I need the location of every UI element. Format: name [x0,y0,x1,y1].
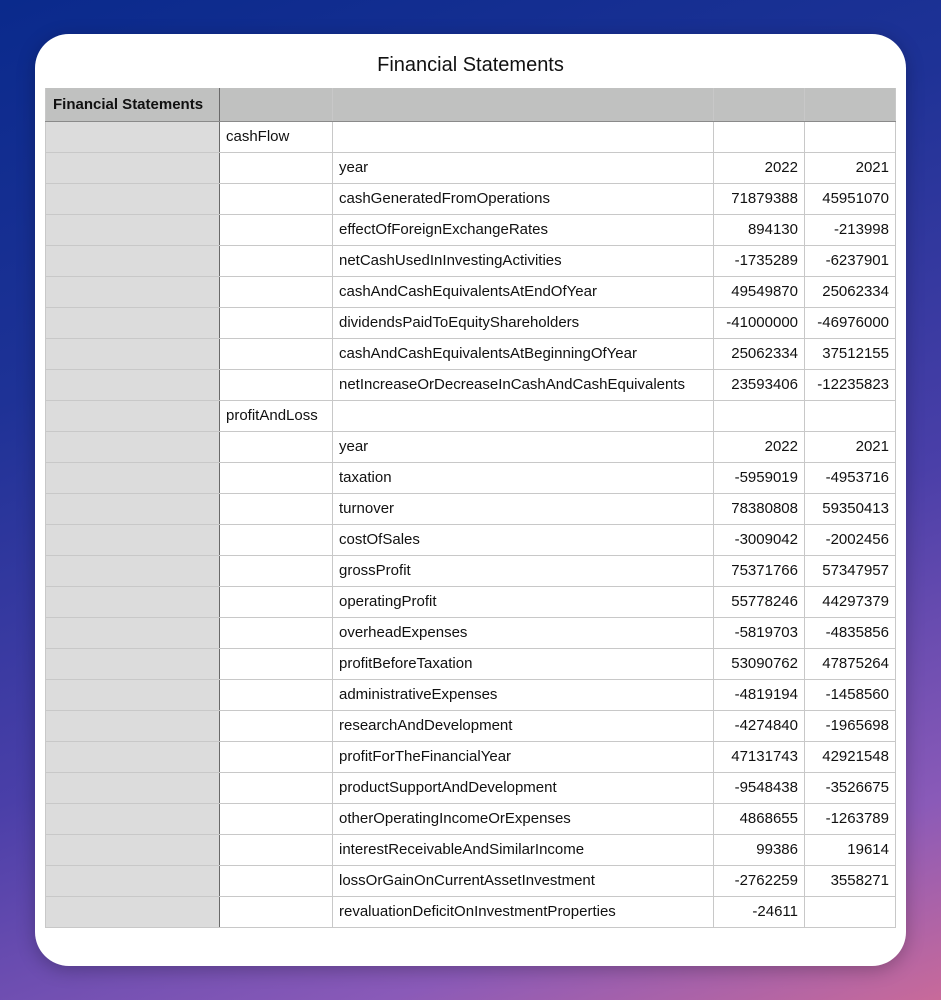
empty-cell[interactable] [220,276,333,307]
row-gutter-cell[interactable] [46,214,220,245]
line-item-label-cell[interactable]: cashAndCashEquivalentsAtBeginningOfYear [333,338,714,369]
line-item-label-cell[interactable]: profitBeforeTaxation [333,648,714,679]
line-item-label-cell[interactable]: costOfSales [333,524,714,555]
section-row-cashFlow [46,121,896,152]
value-2021-cell[interactable]: -1965698 [805,710,896,741]
row-gutter-cell[interactable] [46,555,220,586]
value-2021-cell[interactable]: -4835856 [805,617,896,648]
section-row-profitAndLoss [46,400,896,431]
empty-cell[interactable] [220,679,333,710]
line-item-label-cell[interactable]: revaluationDeficitOnInvestmentProperties [333,896,714,927]
empty-cell[interactable] [220,183,333,214]
line-item-label-cell[interactable]: interestReceivableAndSimilarIncome [333,834,714,865]
row-gutter-cell[interactable] [46,121,220,152]
line-item-label-cell[interactable]: productSupportAndDevelopment [333,772,714,803]
value-2021-cell[interactable]: -1458560 [805,679,896,710]
line-item-label-cell[interactable]: lossOrGainOnCurrentAssetInvestment [333,865,714,896]
line-item-label-cell[interactable]: grossProfit [333,555,714,586]
section-name-cell[interactable]: profitAndLoss [220,400,333,431]
row-gutter-cell[interactable] [46,400,220,431]
value-2021-cell[interactable]: 59350413 [805,493,896,524]
table-row [46,896,896,927]
value-2022-cell[interactable]: 4868655 [714,803,805,834]
table-row [46,648,896,679]
line-item-label-cell[interactable]: taxation [333,462,714,493]
empty-cell[interactable] [805,400,896,431]
empty-cell[interactable] [220,245,333,276]
value-2022-cell[interactable]: 2022 [714,152,805,183]
value-2022-cell[interactable]: -1735289 [714,245,805,276]
value-2021-cell[interactable]: 3558271 [805,865,896,896]
line-item-label-cell[interactable]: profitForTheFinancialYear [333,741,714,772]
table-row [46,307,896,338]
table-row [46,710,896,741]
value-2022-cell[interactable]: 2022 [714,431,805,462]
table-row [46,276,896,307]
empty-cell[interactable] [220,772,333,803]
value-2021-cell[interactable]: 37512155 [805,338,896,369]
value-2022-cell[interactable]: 71879388 [714,183,805,214]
value-2021-cell[interactable]: 2021 [805,152,896,183]
line-item-label-cell[interactable]: year [333,152,714,183]
empty-cell[interactable] [220,307,333,338]
value-2022-cell[interactable]: -4274840 [714,710,805,741]
value-2022-cell[interactable]: 894130 [714,214,805,245]
line-item-label-cell[interactable]: otherOperatingIncomeOrExpenses [333,803,714,834]
empty-cell[interactable] [333,121,714,152]
value-2022-cell[interactable]: -9548438 [714,772,805,803]
value-2022-cell[interactable]: 53090762 [714,648,805,679]
value-2022-cell[interactable]: -2762259 [714,865,805,896]
value-2021-cell[interactable]: -213998 [805,214,896,245]
table-row [46,369,896,400]
header-cell[interactable] [220,88,333,121]
line-item-label-cell[interactable]: year [333,431,714,462]
value-2021-cell[interactable]: 25062334 [805,276,896,307]
empty-cell[interactable] [220,524,333,555]
value-2021-cell[interactable]: -46976000 [805,307,896,338]
value-2022-cell[interactable]: 75371766 [714,555,805,586]
table-row [46,183,896,214]
value-2022-cell[interactable]: -24611 [714,896,805,927]
empty-cell[interactable] [220,710,333,741]
row-gutter-cell[interactable] [46,772,220,803]
empty-cell[interactable] [714,400,805,431]
table-row [46,338,896,369]
row-gutter-cell[interactable] [46,834,220,865]
line-item-label-cell[interactable]: netCashUsedInInvestingActivities [333,245,714,276]
value-2022-cell[interactable]: 47131743 [714,741,805,772]
table-row [46,679,896,710]
value-2022-cell[interactable]: -5819703 [714,617,805,648]
empty-cell[interactable] [805,121,896,152]
row-gutter-cell[interactable] [46,865,220,896]
empty-cell[interactable] [220,462,333,493]
line-item-label-cell[interactable]: cashAndCashEquivalentsAtEndOfYear [333,276,714,307]
row-gutter-cell[interactable] [46,245,220,276]
header-cell[interactable] [714,88,805,121]
empty-cell[interactable] [220,741,333,772]
empty-cell[interactable] [220,555,333,586]
empty-cell[interactable] [220,152,333,183]
value-2021-cell[interactable] [805,896,896,927]
empty-cell[interactable] [333,400,714,431]
line-item-label-cell[interactable]: administrativeExpenses [333,679,714,710]
table-row [46,834,896,865]
empty-cell[interactable] [220,431,333,462]
table-row [46,741,896,772]
page-title: Financial Statements [377,54,564,76]
row-gutter-cell[interactable] [46,617,220,648]
value-2021-cell[interactable]: 45951070 [805,183,896,214]
row-gutter-cell[interactable] [46,710,220,741]
line-item-label-cell[interactable]: researchAndDevelopment [333,710,714,741]
empty-cell[interactable] [714,121,805,152]
row-gutter-cell[interactable] [46,493,220,524]
row-gutter-cell[interactable] [46,648,220,679]
financial-statements-table [45,88,896,928]
row-gutter-cell[interactable] [46,896,220,927]
empty-cell[interactable] [220,214,333,245]
row-gutter-cell[interactable] [46,276,220,307]
table-row [46,617,896,648]
row-gutter-cell[interactable] [46,586,220,617]
empty-cell[interactable] [220,896,333,927]
table-row [46,245,896,276]
table-row [46,555,896,586]
table-row [46,524,896,555]
value-2021-cell[interactable]: 57347957 [805,555,896,586]
table-row [46,462,896,493]
value-2021-cell[interactable]: 19614 [805,834,896,865]
table-row [46,214,896,245]
value-2021-cell[interactable]: -12235823 [805,369,896,400]
value-2021-cell[interactable]: -4953716 [805,462,896,493]
value-2021-cell[interactable]: 42921548 [805,741,896,772]
table-row [46,493,896,524]
empty-cell[interactable] [220,865,333,896]
table-row [46,772,896,803]
row-gutter-cell[interactable] [46,524,220,555]
table-row [46,803,896,834]
value-2022-cell[interactable]: 25062334 [714,338,805,369]
table-row [46,431,896,462]
row-gutter-cell[interactable] [46,183,220,214]
value-2021-cell[interactable]: -2002456 [805,524,896,555]
value-2022-cell[interactable]: 99386 [714,834,805,865]
spreadsheet-card [35,34,906,966]
table-row [46,152,896,183]
value-2021-cell[interactable]: 2021 [805,431,896,462]
value-2022-cell[interactable]: 78380808 [714,493,805,524]
empty-cell[interactable] [220,617,333,648]
value-2022-cell[interactable]: 23593406 [714,369,805,400]
row-gutter-cell[interactable] [46,369,220,400]
table-row [46,586,896,617]
line-item-label-cell[interactable]: operatingProfit [333,586,714,617]
row-gutter-cell[interactable] [46,431,220,462]
row-gutter-cell[interactable] [46,803,220,834]
header-cell[interactable] [333,88,714,121]
section-name-cell[interactable]: cashFlow [220,121,333,152]
value-2022-cell[interactable]: -5959019 [714,462,805,493]
line-item-label-cell[interactable]: netIncreaseOrDecreaseInCashAndCashEquivalents [333,369,714,400]
header-cell-title[interactable]: Financial Statements [46,88,220,121]
line-item-label-cell[interactable]: overheadExpenses [333,617,714,648]
value-2021-cell[interactable]: 47875264 [805,648,896,679]
value-2022-cell[interactable]: -4819194 [714,679,805,710]
row-gutter-cell[interactable] [46,307,220,338]
row-gutter-cell[interactable] [46,462,220,493]
row-gutter-cell[interactable] [46,741,220,772]
row-gutter-cell[interactable] [46,152,220,183]
value-2021-cell[interactable]: -6237901 [805,245,896,276]
header-row [46,88,896,121]
value-2022-cell[interactable]: 49549870 [714,276,805,307]
line-item-label-cell[interactable]: cashGeneratedFromOperations [333,183,714,214]
empty-cell[interactable] [220,803,333,834]
line-item-label-cell[interactable]: effectOfForeignExchangeRates [333,214,714,245]
value-2022-cell[interactable]: -3009042 [714,524,805,555]
empty-cell[interactable] [220,369,333,400]
value-2021-cell[interactable]: 44297379 [805,586,896,617]
row-gutter-cell[interactable] [46,338,220,369]
empty-cell[interactable] [220,648,333,679]
header-cell[interactable] [805,88,896,121]
line-item-label-cell[interactable]: turnover [333,493,714,524]
value-2022-cell[interactable]: -41000000 [714,307,805,338]
empty-cell[interactable] [220,493,333,524]
empty-cell[interactable] [220,834,333,865]
empty-cell[interactable] [220,338,333,369]
line-item-label-cell[interactable]: dividendsPaidToEquityShareholders [333,307,714,338]
table-row [46,865,896,896]
value-2021-cell[interactable]: -1263789 [805,803,896,834]
value-2021-cell[interactable]: -3526675 [805,772,896,803]
empty-cell[interactable] [220,586,333,617]
value-2022-cell[interactable]: 55778246 [714,586,805,617]
row-gutter-cell[interactable] [46,679,220,710]
